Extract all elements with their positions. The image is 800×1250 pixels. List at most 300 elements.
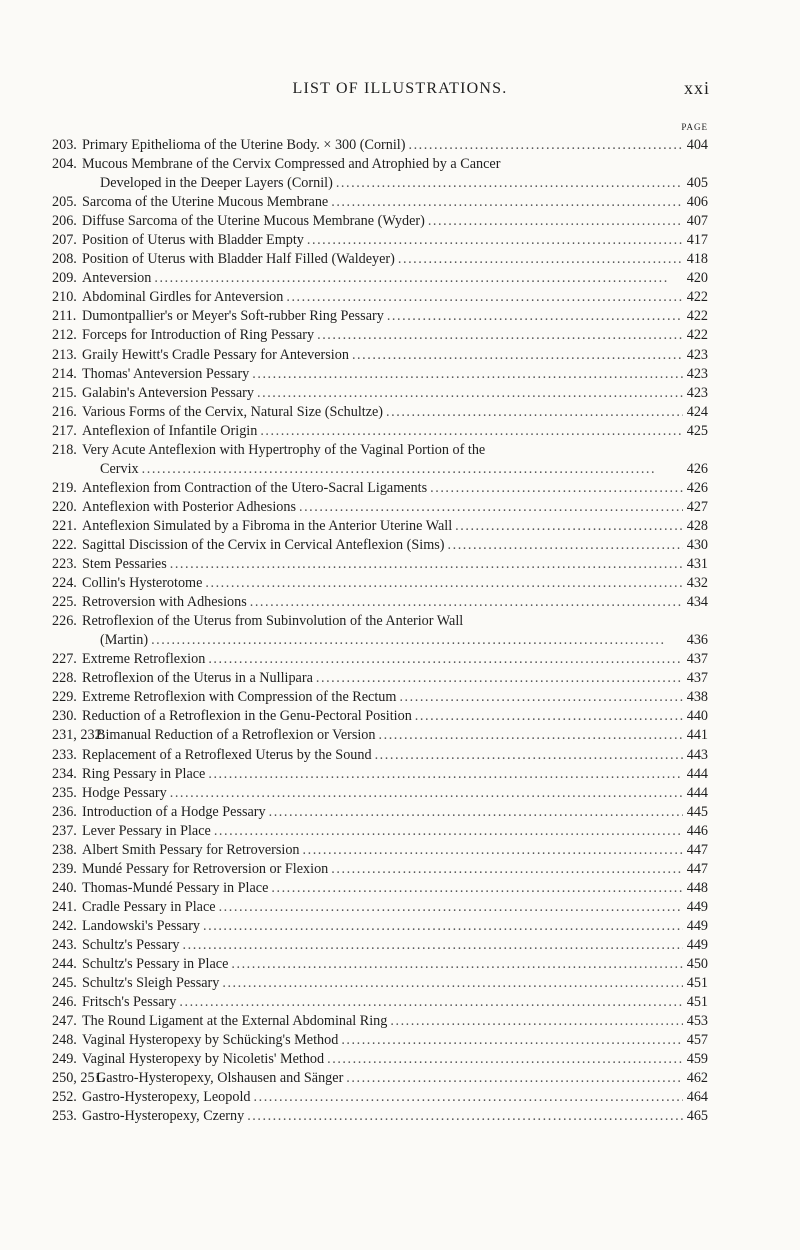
entry-line — [82, 688, 708, 707]
entry-line — [82, 612, 708, 631]
list-item — [52, 193, 708, 212]
entry-title: Hodge Pessary — [82, 784, 167, 801]
entry-body — [82, 193, 708, 212]
list-item — [52, 574, 708, 593]
figure-number: 240. — [52, 879, 77, 896]
entry-page-number: 443 — [686, 746, 708, 763]
figure-number: 229. — [52, 689, 77, 706]
illustrations-list — [52, 136, 708, 1126]
list-item — [52, 860, 708, 879]
entry-line — [82, 307, 708, 326]
entry-line — [82, 784, 708, 803]
dot-leader — [316, 669, 683, 688]
entry-body — [82, 136, 708, 155]
list-item — [52, 784, 708, 803]
entry-page-number: 404 — [686, 137, 708, 153]
entry-line — [96, 726, 708, 745]
entry-line — [82, 650, 708, 669]
dot-leader — [341, 1031, 683, 1050]
dot-leader — [387, 307, 683, 326]
entry-line — [82, 841, 708, 860]
dot-leader — [286, 288, 683, 307]
dot-leader — [257, 384, 683, 403]
entry-title: Dumontpallier's or Meyer's Soft-rubber Ring Pessary — [82, 308, 384, 325]
entry-title: Stem Pessaries — [82, 556, 167, 573]
entry-title: Primary Epithelioma of the Uterine Body. × 300 (Cornil) — [82, 137, 406, 153]
entry-line — [82, 822, 708, 841]
entry-body — [82, 669, 708, 688]
list-item — [52, 1069, 708, 1088]
dot-leader — [379, 726, 684, 745]
page-column-heading: PAGE — [681, 122, 708, 132]
figure-number: 220. — [52, 498, 77, 515]
entry-body — [82, 517, 708, 536]
list-item — [52, 593, 708, 612]
entry-page-number: 449 — [686, 936, 708, 953]
list-item — [52, 326, 708, 345]
entry-line — [82, 1050, 708, 1069]
entry-line — [82, 403, 708, 422]
entry-page-number: 444 — [686, 765, 708, 782]
entry-title: Anteflexion Simulated by a Fibroma in the Anterior Uterine Wall — [82, 517, 453, 534]
dot-leader — [247, 1107, 683, 1126]
figure-number: 234. — [52, 765, 77, 782]
list-item — [52, 726, 708, 745]
running-title: LIST OF ILLUSTRATIONS. — [292, 80, 508, 97]
list-item — [52, 612, 708, 650]
entry-line — [82, 174, 708, 193]
entry-line — [82, 460, 708, 479]
entry-page-number: 427 — [686, 498, 708, 515]
entry-page-number: 445 — [686, 803, 708, 820]
entry-line — [82, 1107, 708, 1126]
entry-page-number: 423 — [686, 384, 708, 401]
entry-body — [82, 993, 708, 1012]
entry-page-number: 407 — [686, 213, 708, 230]
list-item — [52, 955, 708, 974]
entry-body — [82, 250, 708, 269]
dot-leader — [154, 269, 683, 288]
list-item — [52, 765, 708, 784]
entry-title: Anteflexion from Contraction of the Utero-Sacral Ligaments — [82, 479, 428, 496]
entry-line — [82, 136, 708, 155]
entry-title: Cervix — [100, 460, 139, 477]
dot-leader — [303, 841, 683, 860]
list-item — [52, 1088, 708, 1107]
entry-body — [82, 650, 708, 669]
list-item — [52, 479, 708, 498]
entry-page-number: 422 — [686, 289, 708, 306]
entry-title: Developed in the Deeper Layers (Cornil) — [100, 175, 333, 192]
entry-line — [82, 517, 708, 536]
dot-leader — [254, 1088, 684, 1107]
entry-body — [82, 917, 708, 936]
figure-number: 204. — [52, 156, 77, 173]
list-item — [52, 746, 708, 765]
figure-number: 208. — [52, 251, 77, 268]
entry-page-number: 462 — [686, 1070, 708, 1087]
entry-title: Mucous Membrane of the Cervix Compressed and Atrophied by a Cancer — [82, 156, 501, 173]
figure-number: 223. — [52, 556, 77, 573]
list-item — [52, 650, 708, 669]
figure-number: 211. — [52, 308, 77, 325]
list-item — [52, 688, 708, 707]
entry-body — [82, 879, 708, 898]
entry-body — [82, 860, 708, 879]
entry-body — [82, 498, 708, 517]
entry-body — [96, 1069, 708, 1088]
entry-title: Retroflexion of the Uterus in a Nullipara — [82, 670, 313, 687]
figure-number: 207. — [52, 232, 77, 249]
entry-page-number: 447 — [686, 860, 708, 877]
list-item — [52, 1050, 708, 1069]
dot-leader — [214, 822, 683, 841]
entry-page-number: 446 — [686, 822, 708, 839]
list-item — [52, 974, 708, 993]
list-item — [52, 993, 708, 1012]
entry-body — [82, 555, 708, 574]
entry-title: Bimanual Reduction of a Retroflexion or Version — [96, 727, 376, 744]
entry-page-number: 444 — [686, 784, 708, 801]
entry-body — [82, 422, 708, 441]
entry-line — [82, 860, 708, 879]
entry-title: Anteflexion of Infantile Origin — [82, 422, 258, 439]
entry-page-number: 422 — [686, 327, 708, 344]
entry-title: Gastro-Hysteropexy, Olshausen and Sänger — [96, 1070, 344, 1087]
entry-page-number: 426 — [686, 460, 708, 477]
list-item — [52, 441, 708, 479]
entry-title: Sagittal Discission of the Cervix in Cervical Anteflexion (Sims) — [82, 536, 445, 553]
entry-body — [82, 288, 708, 307]
figure-number: 239. — [52, 860, 77, 877]
list-item — [52, 517, 708, 536]
entry-page-number: 451 — [686, 975, 708, 992]
entry-page-number: 448 — [686, 879, 708, 896]
entry-title: Collin's Hysterotome — [82, 575, 203, 592]
entry-title: Anteflexion with Posterior Adhesions — [82, 498, 296, 515]
entry-page-number: 426 — [686, 479, 708, 496]
entry-line — [82, 288, 708, 307]
list-item — [52, 365, 708, 384]
dot-leader — [346, 1069, 683, 1088]
entry-body — [82, 231, 708, 250]
entry-body — [82, 746, 708, 765]
list-item — [52, 707, 708, 726]
figure-number: 209. — [52, 270, 77, 287]
list-item — [52, 498, 708, 517]
figure-number: 227. — [52, 651, 77, 668]
entry-title: (Martin) — [100, 632, 149, 649]
entry-page-number: 459 — [686, 1051, 708, 1068]
entry-line — [82, 212, 708, 231]
entry-title: Extreme Retroflexion with Compression of the Rectum — [82, 689, 397, 706]
entry-title: Gastro-Hysteropexy, Leopold — [82, 1089, 251, 1106]
entry-body — [82, 384, 708, 403]
entry-page-number: 436 — [686, 632, 708, 649]
entry-page-number: 405 — [686, 175, 708, 192]
figure-number: 214. — [52, 365, 77, 382]
entry-page-number: 465 — [686, 1108, 708, 1125]
figure-number: 233. — [52, 746, 77, 763]
entry-line — [82, 1012, 708, 1031]
entry-page-number: 450 — [686, 956, 708, 973]
entry-line — [82, 974, 708, 993]
entry-page-number: 422 — [686, 308, 708, 325]
dot-leader — [222, 974, 683, 993]
entry-title: Retroversion with Adhesions — [82, 594, 247, 611]
entry-body — [82, 212, 708, 231]
dot-leader — [448, 536, 683, 555]
entry-title: Various Forms of the Cervix, Natural Size (Schultze) — [82, 403, 384, 420]
entry-page-number: 423 — [686, 346, 708, 363]
dot-leader — [428, 212, 683, 231]
entry-line — [82, 898, 708, 917]
figure-number: 235. — [52, 784, 77, 801]
figure-number: 216. — [52, 403, 77, 420]
figure-number: 228. — [52, 670, 77, 687]
entry-title: Gastro-Hysteropexy, Czerny — [82, 1108, 245, 1125]
list-item — [52, 936, 708, 955]
entry-line — [82, 269, 708, 288]
dot-leader — [252, 365, 683, 384]
figure-number: 219. — [52, 479, 77, 496]
entry-line — [82, 917, 708, 936]
list-item — [52, 384, 708, 403]
entry-body — [82, 1012, 708, 1031]
dot-leader — [415, 707, 683, 726]
entry-body — [82, 707, 708, 726]
entry-line — [82, 1088, 708, 1107]
list-item — [52, 536, 708, 555]
dot-leader — [208, 765, 683, 784]
entry-line — [82, 707, 708, 726]
entry-page-number: 431 — [686, 556, 708, 573]
entry-title: Schultz's Sleigh Pessary — [82, 975, 220, 992]
dot-leader — [203, 917, 683, 936]
dot-leader — [219, 898, 683, 917]
dot-leader — [269, 803, 683, 822]
list-item — [52, 212, 708, 231]
entry-page-number: 451 — [686, 994, 708, 1011]
dot-leader — [170, 555, 683, 574]
page-header — [0, 80, 800, 102]
list-item — [52, 1107, 708, 1126]
list-item — [52, 155, 708, 193]
dot-leader — [151, 631, 683, 650]
entry-body — [82, 269, 708, 288]
entry-line — [82, 422, 708, 441]
entry-body — [82, 479, 708, 498]
entry-title: Albert Smith Pessary for Retroversion — [82, 841, 300, 858]
entry-line — [82, 879, 708, 898]
entry-page-number: 428 — [686, 517, 708, 534]
entry-title: Lever Pessary in Place — [82, 822, 211, 839]
figure-number: 203. — [52, 137, 77, 153]
entry-body — [82, 155, 708, 193]
entry-page-number: 449 — [686, 898, 708, 915]
entry-title: The Round Ligament at the External Abdominal Ring — [82, 1013, 388, 1030]
dot-leader — [260, 422, 683, 441]
figure-number: 247. — [52, 1013, 77, 1030]
entry-body — [82, 936, 708, 955]
entry-title: Thomas' Anteversion Pessary — [82, 365, 250, 382]
list-item — [52, 288, 708, 307]
entry-title: Diffuse Sarcoma of the Uterine Mucous Membrane (Wyder) — [82, 213, 425, 230]
figure-number: 230. — [52, 708, 77, 725]
entry-line — [82, 555, 708, 574]
entry-page-number: 457 — [686, 1032, 708, 1049]
entry-title: Introduction of a Hodge Pessary — [82, 803, 266, 820]
dot-leader — [271, 879, 683, 898]
list-item — [52, 136, 708, 155]
figure-number: 215. — [52, 384, 77, 401]
entry-body — [82, 536, 708, 555]
figure-number: 244. — [52, 956, 77, 973]
figure-number: 249. — [52, 1051, 77, 1068]
entry-title: Fritsch's Pessary — [82, 994, 177, 1011]
entry-body — [82, 307, 708, 326]
entry-line — [82, 746, 708, 765]
entry-page-number: 438 — [686, 689, 708, 706]
dot-leader — [331, 860, 683, 879]
entry-body — [96, 726, 708, 745]
dot-leader — [331, 193, 683, 212]
figure-number: 237. — [52, 822, 77, 839]
entry-page-number: 425 — [686, 422, 708, 439]
dot-leader — [142, 460, 683, 479]
entry-body — [82, 326, 708, 345]
figure-number: 206. — [52, 213, 77, 230]
entry-title: Forceps for Introduction of Ring Pessary — [82, 327, 315, 344]
figure-number: 248. — [52, 1032, 77, 1049]
figure-number: 243. — [52, 936, 77, 953]
list-item — [52, 269, 708, 288]
entry-line — [82, 574, 708, 593]
entry-body — [82, 1050, 708, 1069]
dot-leader — [183, 936, 683, 955]
entry-body — [82, 612, 708, 650]
list-item — [52, 841, 708, 860]
list-item — [52, 250, 708, 269]
entry-title: Extreme Retroflexion — [82, 651, 206, 668]
entry-body — [82, 574, 708, 593]
list-item — [52, 422, 708, 441]
entry-line — [82, 346, 708, 365]
entry-body — [82, 593, 708, 612]
figure-number: 217. — [52, 422, 77, 439]
entry-line — [82, 1031, 708, 1050]
dot-leader — [430, 479, 683, 498]
list-item — [52, 555, 708, 574]
dot-leader — [179, 993, 683, 1012]
entry-title: Position of Uterus with Bladder Half Filled (Waldeyer) — [82, 251, 395, 268]
list-item — [52, 231, 708, 250]
page-number: xxi — [683, 78, 710, 98]
entry-line — [82, 231, 708, 250]
dot-leader — [327, 1050, 683, 1069]
entry-page-number: 447 — [686, 841, 708, 858]
figure-number: 231, 232. — [52, 727, 106, 744]
list-item — [52, 1031, 708, 1050]
entry-title: Vaginal Hysteropexy by Schücking's Method — [82, 1032, 339, 1049]
figure-number: 218. — [52, 441, 77, 458]
entry-body — [82, 841, 708, 860]
entry-title: Landowski's Pessary — [82, 917, 201, 934]
entry-body — [82, 688, 708, 707]
entry-line — [82, 384, 708, 403]
entry-title: Thomas-Mundé Pessary in Place — [82, 879, 269, 896]
dot-leader — [307, 231, 683, 250]
dot-leader — [375, 746, 683, 765]
entry-page-number: 430 — [686, 536, 708, 553]
entry-body — [82, 403, 708, 422]
entry-page-number: 434 — [686, 594, 708, 611]
list-item — [52, 879, 708, 898]
entry-title: Sarcoma of the Uterine Mucous Membrane — [82, 194, 329, 211]
figure-number: 241. — [52, 898, 77, 915]
entry-title: Anteversion — [82, 270, 152, 287]
entry-body — [82, 784, 708, 803]
entry-line — [82, 955, 708, 974]
entry-line — [82, 631, 708, 650]
figure-number: 213. — [52, 346, 77, 363]
entry-line — [82, 326, 708, 345]
figure-number: 238. — [52, 841, 77, 858]
list-item — [52, 917, 708, 936]
entry-title: Mundé Pessary for Retroversion or Flexion — [82, 860, 329, 877]
entry-page-number: 406 — [686, 194, 708, 211]
figure-number: 253. — [52, 1108, 77, 1125]
figure-number: 222. — [52, 536, 77, 553]
entry-title: Graily Hewitt's Cradle Pessary for Anteversion — [82, 346, 349, 363]
entry-body — [82, 898, 708, 917]
entry-page-number: 440 — [686, 708, 708, 725]
entry-title: Abdominal Girdles for Anteversion — [82, 289, 284, 306]
entry-line — [82, 536, 708, 555]
list-item — [52, 307, 708, 326]
entry-line — [82, 155, 708, 174]
entry-page-number: 437 — [686, 670, 708, 687]
entry-page-number: 424 — [686, 403, 708, 420]
figure-number: 242. — [52, 917, 77, 934]
dot-leader — [352, 346, 683, 365]
figure-number: 246. — [52, 994, 77, 1011]
figure-number: 224. — [52, 575, 77, 592]
figure-number: 245. — [52, 975, 77, 992]
entry-body — [82, 1031, 708, 1050]
entry-title: Vaginal Hysteropexy by Nicoletis' Method — [82, 1051, 325, 1068]
figure-number: 225. — [52, 594, 77, 611]
entry-body — [82, 441, 708, 479]
list-item — [52, 822, 708, 841]
list-item — [52, 898, 708, 917]
dot-leader — [250, 593, 683, 612]
dot-leader — [386, 403, 683, 422]
dot-leader — [408, 136, 683, 155]
dot-leader — [299, 498, 683, 517]
entry-line — [82, 993, 708, 1012]
list-item — [52, 669, 708, 688]
entry-title: Very Acute Anteflexion with Hypertrophy of the Vaginal Portion of the — [82, 441, 486, 458]
dot-leader — [317, 326, 683, 345]
list-item — [52, 803, 708, 822]
entry-body — [82, 803, 708, 822]
entry-body — [82, 365, 708, 384]
entry-title: Ring Pessary in Place — [82, 765, 206, 782]
entry-page-number: 453 — [686, 1013, 708, 1030]
entry-title: Galabin's Anteversion Pessary — [82, 384, 254, 401]
entry-line — [82, 669, 708, 688]
